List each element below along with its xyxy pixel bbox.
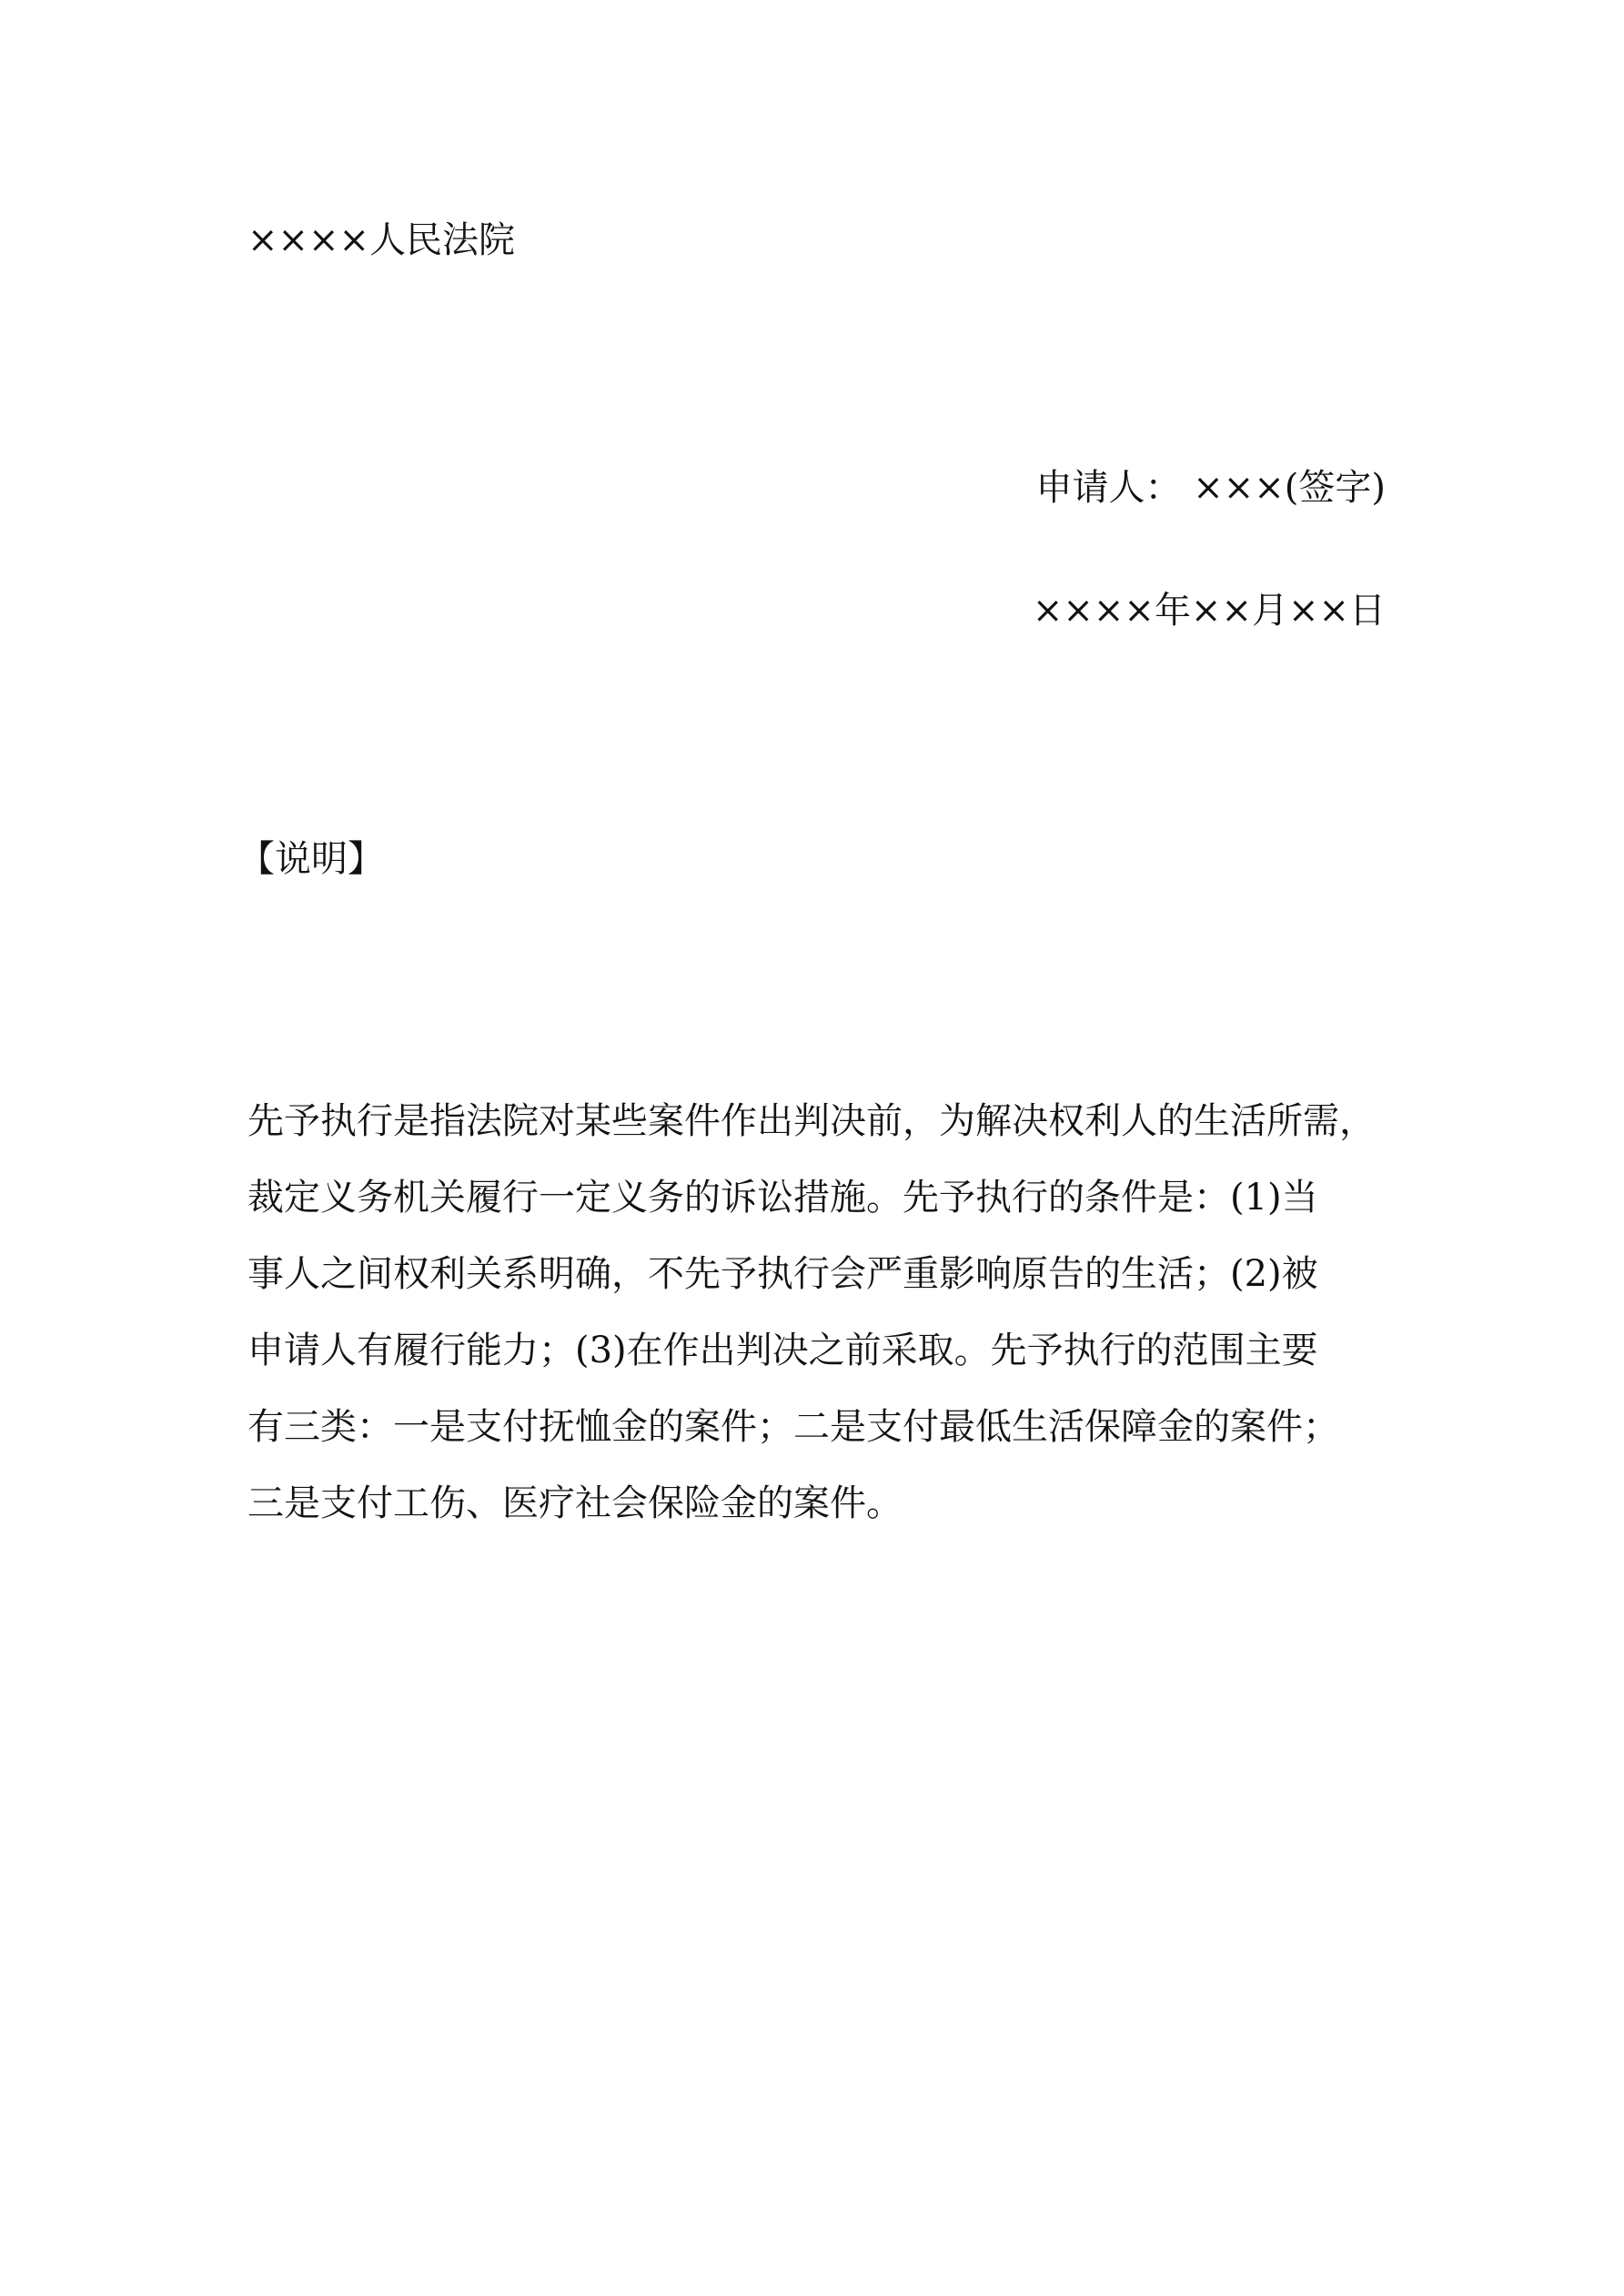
section-heading: 【说明】 <box>238 838 384 880</box>
paragraph-line: 事人之间权利关系明确，不先予执行会严重影响原告的生活；(2)被 <box>247 1253 1318 1295</box>
paragraph-line: 先予执行是指法院对某些案件作出判决前，为解决权利人的生活所需， <box>247 1100 1376 1142</box>
court-name: ××××人民法院 <box>247 219 516 261</box>
date-line: ××××年××月××日 <box>1032 590 1386 632</box>
explanation-paragraph <box>247 1083 1412 1542</box>
paragraph-line: 三是支付工伤、医疗社会保险金的案件。 <box>247 1482 903 1524</box>
applicant-signature-line: 申请人： ×××(签字) <box>1035 467 1386 509</box>
paragraph-line: 裁定义务机关履行一定义务的诉讼措施。先予执行的条件是：(1)当 <box>247 1177 1318 1219</box>
paragraph-line: 申请人有履行能力；(3)在作出判决之前采取。先予执行的范围主要 <box>247 1330 1318 1371</box>
paragraph-line: 有三类：一是支付抚恤金的案件；二是支付最低生活保障金的案件； <box>247 1406 1339 1448</box>
